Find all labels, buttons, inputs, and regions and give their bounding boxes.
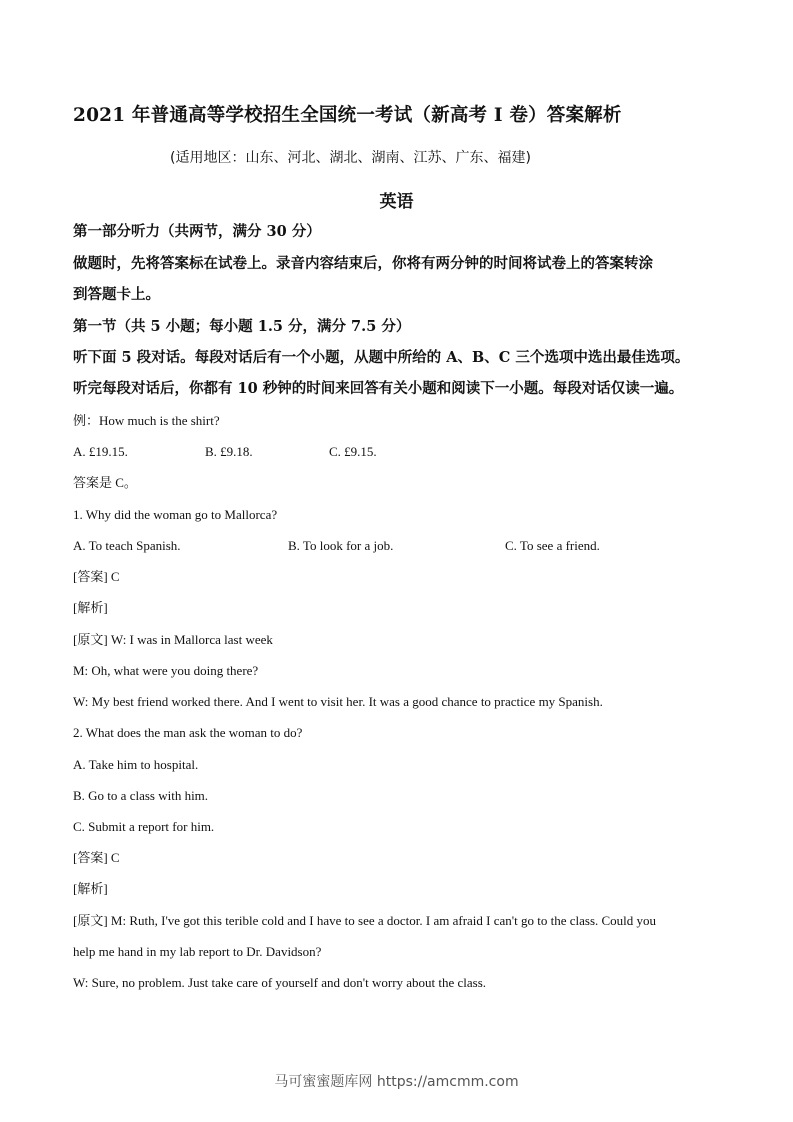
question-2: 2. What does the man ask the woman to do? bbox=[73, 725, 303, 740]
question-1-analysis: [解析] bbox=[73, 600, 108, 615]
section-heading: 第一部分听力（共两节，满分 30 分） bbox=[73, 223, 321, 240]
question-2-option-a: A. Take him to hospital. bbox=[73, 757, 199, 772]
question-2-option-b: B. Go to a class with him. bbox=[73, 788, 209, 803]
question-1-option-a: A. To teach Spanish. bbox=[73, 538, 181, 553]
question-2-option-c: C. Submit a report for him. bbox=[73, 819, 215, 834]
example-option-b: B. £9.18. bbox=[205, 444, 253, 459]
question-1-option-c: C. To see a friend. bbox=[505, 538, 600, 553]
example-answer: 答案是 C。 bbox=[73, 475, 137, 490]
question-1-option-b: B. To look for a job. bbox=[288, 538, 394, 553]
example-option-a: A. £19.15. bbox=[73, 444, 128, 459]
question-1-transcript-1: [原文] W: I was in Mallorca last week bbox=[73, 632, 273, 647]
question-2-transcript-3: W: Sure, no problem. Just take care of yourself and don't worry about the class. bbox=[73, 975, 487, 990]
question-1-transcript-2: M: Oh, what were you doing there? bbox=[73, 663, 259, 678]
instruction-line-1: 做题时，先将答案标在试卷上。录音内容结束后，你将有两分钟的时间将试卷上的答案转涂 bbox=[73, 255, 653, 272]
part-heading: 第一节（共 5 小题；每小题 1.5 分，满分 7.5 分） bbox=[73, 318, 411, 335]
page-title: 2021 年普通高等学校招生全国统一考试（新高考 I 卷）答案解析 bbox=[73, 105, 622, 126]
question-1: 1. Why did the woman go to Mallorca? bbox=[73, 507, 278, 522]
part-instruction-line-2: 听完每段对话后，你都有 10 秒钟的时间来回答有关小题和阅读下一小题。每段对话仅读一遍。 bbox=[73, 380, 684, 397]
instruction-line-2: 到答题卡上。 bbox=[73, 286, 160, 303]
subject-heading: 英语 bbox=[379, 192, 414, 212]
example-question: 例：How much is the shirt? bbox=[73, 413, 220, 428]
question-2-transcript-2: help me hand in my lab report to Dr. Davidson? bbox=[73, 944, 322, 959]
footer-watermark: 马可蜜蜜题库网 https://amcmm.com bbox=[274, 1074, 519, 1090]
question-2-analysis: [解析] bbox=[73, 881, 108, 896]
applicable-regions: (适用地区：山东、河北、湖北、湖南、江苏、广东、福建) bbox=[170, 150, 531, 166]
example-option-c: C. £9.15. bbox=[329, 444, 377, 459]
part-instruction-line-1: 听下面 5 段对话。每段对话后有一个小题，从题中所给的 A、B、C 三个选项中选出最佳选项。 bbox=[73, 349, 690, 366]
question-2-transcript-1: [原文] M: Ruth, I've got this terible cold and I have to see a doctor. I am afraid I can't go to the class. Could you bbox=[73, 913, 657, 928]
question-1-transcript-3: W: My best friend worked there. And I went to visit her. It was a good chance to practice my Spanish. bbox=[73, 694, 603, 709]
question-2-answer: [答案] C bbox=[73, 850, 120, 865]
question-1-answer: [答案] C bbox=[73, 569, 120, 584]
